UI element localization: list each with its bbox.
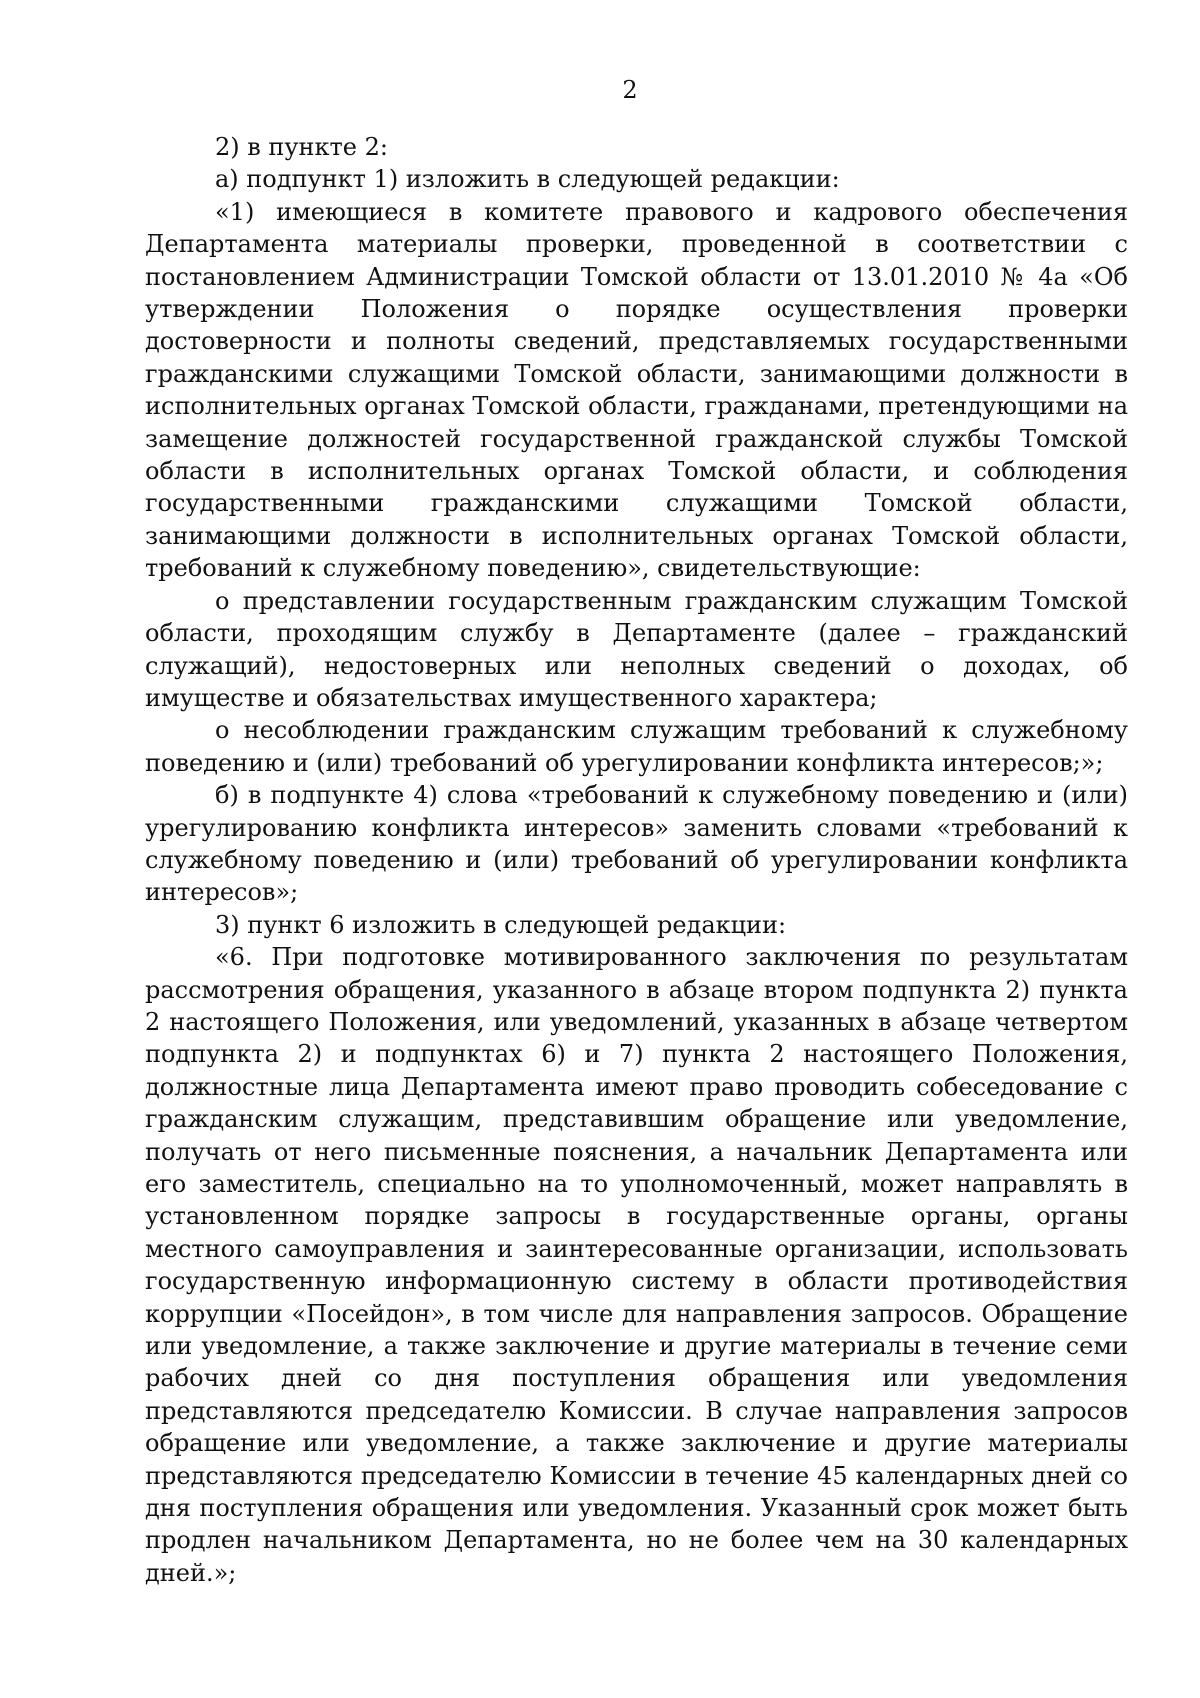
paragraph-subitem-1-text: «1) имеющиеся в комитете правового и кадрового обеспечения Департамента материалы проверки, проведенной в соответствии с постановлением Администрации Томской области от 13.01.2010 № 4а «Об утверждении Положения о порядке осуществления проверки достоверности и полноты сведений, представляемых государственными гражданскими служащими Томской области, занимающими должности в исполнительных органах Томской области, гражданами, претендующими на замещение должностей государственной гражданской службы Томской области в исполнительных органах Томской области, и соблюдения государственными гражданскими служащими Томской области, занимающими должности в исполнительных органах Томской области, требований к служебному поведению», свидетельствующие: bbox=[145, 197, 1128, 583]
paragraph-subitem-b: б) в подпункте 4) слова «требований к служебному поведению и (или) урегулированию конфликта интересов» заменить словами «требований к служебному поведению и (или) требований об урегулировании конфликта интересов»; bbox=[145, 781, 1128, 907]
paragraph-noncompliance: о несоблюдении гражданским служащим требований к служебному поведению и (или) требований об урегулировании конфликта интересов;»; bbox=[145, 716, 1128, 777]
paragraph-item-3: 3) пункт 6 изложить в следующей редакции: bbox=[215, 910, 787, 939]
paragraph-item-6-text: «6. При подготовке мотивированного заключения по результатам рассмотрения обращения, указанного в абзаце втором подпункта 2) пункта 2 настоящего Положения, или уведомлений, указанных в абзаце четвертом подпункта 2) и подпунктах 6) и 7) пункта 2 настоящего Положения, должностные лица Департамента имеют право проводить собеседование с гражданским служащим, представившим обращение или уведомление, получать от него письменные пояснения, а начальник Департамента или его заместитель, специально на то уполномоченный, может направлять в установленном порядке запросы в государственные органы, органы местного самоуправления и заинтересованные организации, использовать государственную информационную систему в области противодействия коррупции «Посейдон», в том числе для направления запросов. Обращение или уведомление, а также заключение и другие материалы в течение семи рабочих дней со дня поступления обращения или уведомления представляются председателю Комиссии. В случае направления запросов обращение или уведомление, а также заключение и другие материалы представляются председателю Комиссии в течение 45 календарных дней со дня поступления обращения или уведомления. Указанный срок может быть продлен начальником Департамента, но не более чем на 30 календарных дней.»; bbox=[145, 943, 1128, 1587]
paragraph-false-information: о представлении государственным гражданским служащим Томской области, проходящим службу в Департаменте (далее – гражданский служащий), недостоверных или неполных сведений о доходах, об имуществе и обязательствах имущественного характера; bbox=[145, 586, 1128, 712]
document-body bbox=[145, 131, 1128, 1589]
paragraph-subitem-a: а) подпункт 1) изложить в следующей редакции: bbox=[215, 165, 840, 194]
page-number: 2 bbox=[622, 76, 638, 104]
paragraph-item-2: 2) в пункте 2: bbox=[215, 133, 388, 161]
